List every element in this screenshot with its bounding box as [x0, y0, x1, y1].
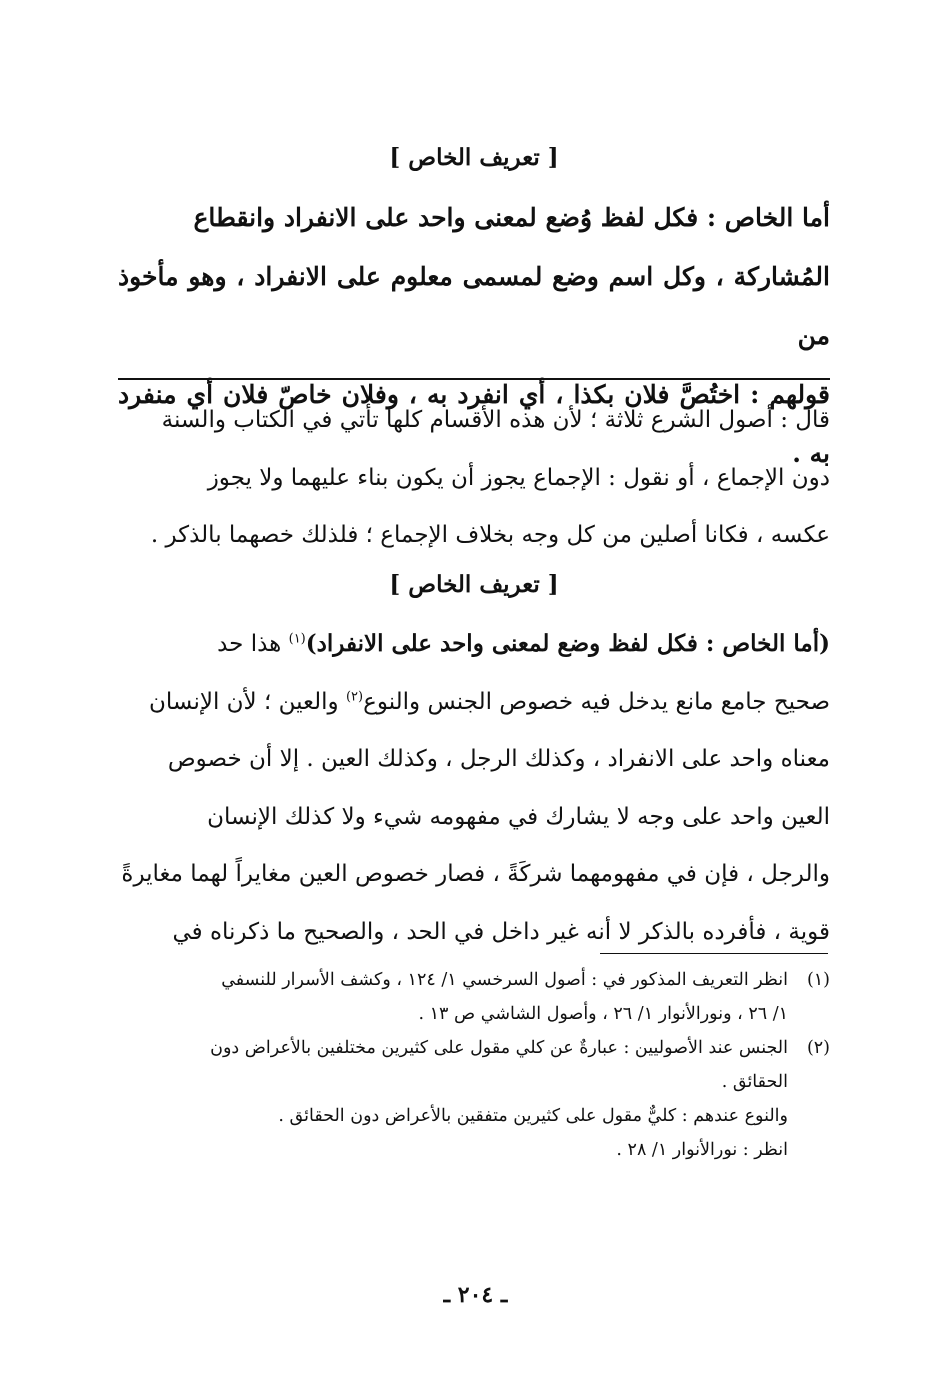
- section-divider: [118, 378, 830, 380]
- footnote-line: والنوع عندهم : كليٌّ مقول على كثيرين متفقين بالأعراض دون الحقائق .: [278, 1106, 788, 1126]
- matn-line: المُشاركة ، وكل اسم وضع لمسمى معلوم على الانفراد ، وهو مأخوذ من: [118, 262, 830, 350]
- footnote-line: ١/ ٢٦ ، ونورالأنوار ١/ ٢٦ ، وأصول الشاشي ص ١٣ .: [418, 1004, 788, 1024]
- page-number: ـ ٢٠٤ ـ: [443, 1282, 508, 1308]
- sharh-intro: [118, 392, 830, 565]
- matn-line: قولهم : اختُصَّ فلان بكذا ، أي انفرد به ، وفلان خاصّ فلان أي منفرد به .: [118, 380, 830, 468]
- footnote-ref-2: (٢): [345, 688, 364, 704]
- sharh-line: والرجل ، فإن في مفهومهما شركَةً ، فصار خصوص العين مغايراً لهما مغايرةً: [121, 861, 830, 887]
- sharh-text: صحيح جامع مانع يدخل فيه خصوص الجنس والنوع: [363, 688, 830, 715]
- footnote-number: (٢): [806, 1038, 830, 1058]
- footnote-ref-1: (١): [288, 631, 306, 647]
- sharh-line: عكسه ، فكانا أصلين من كل وجه بخلاف الإجماع ؛ فلذلك خصهما بالذكر .: [150, 522, 830, 548]
- sharh-heading: [ تعريف الخاص ]: [389, 571, 559, 598]
- footnotes: [118, 963, 830, 1167]
- matn-line: أما الخاص : فكل لفظ وُضع لمعنى واحد على الانفراد وانقطاع: [193, 203, 830, 232]
- sharh-text: هذا حد: [217, 631, 289, 657]
- footnote-line: انظر : نورالأنوار ١/ ٢٨ .: [616, 1140, 788, 1160]
- sharh-body: [118, 615, 830, 961]
- footnote-number: (١): [806, 970, 830, 990]
- footnote-1: [118, 963, 830, 1031]
- quoted-matn: (أما الخاص : فكل لفظ وضع لمعنى واحد على الانفراد): [305, 630, 830, 657]
- sharh-line: قال : أصول الشرع ثلاثة ؛ لأن هذه الأقسام كلها تأتي في الكتاب والسنة: [161, 407, 830, 433]
- sharh-line: دون الإجماع ، أو نقول : الإجماع يجوز أن يكون بناء عليهما ولا يجوز: [207, 464, 830, 491]
- footnote-2-continuation: [118, 1099, 830, 1167]
- matn-heading: [ تعريف الخاص ]: [389, 144, 559, 171]
- sharh-line: قوية ، فأفرده بالذكر لا أنه غير داخل في الحد ، والصحيح ما ذكرناه في: [172, 918, 830, 945]
- sharh-line: [118, 674, 830, 732]
- footnote-line: الحقائق .: [721, 1072, 788, 1092]
- sharh-line: معناه واحد على الانفراد ، وكذلك الرجل ، وكذلك العين . إلا أن خصوص: [167, 746, 830, 772]
- sharh-text: والعين ؛ لأن الإنسان: [149, 688, 346, 715]
- footnote-line: الجنس عند الأصوليين : عبارةٌ عن كلي مقول على كثيرين مختلفين بالأعراض دون: [210, 1038, 788, 1058]
- footnote-divider: [600, 953, 828, 954]
- sharh-line: العين واحد على وجه لا يشارك في مفهومه شيء ولا كذلك الإنسان: [207, 803, 830, 830]
- sharh-line: [118, 615, 830, 674]
- footnote-2: [118, 1031, 830, 1099]
- footnote-line: انظر التعريف المذكور في : أصول السرخسي ١/ ١٢٤ ، وكشف الأسرار للنسفي: [221, 970, 788, 990]
